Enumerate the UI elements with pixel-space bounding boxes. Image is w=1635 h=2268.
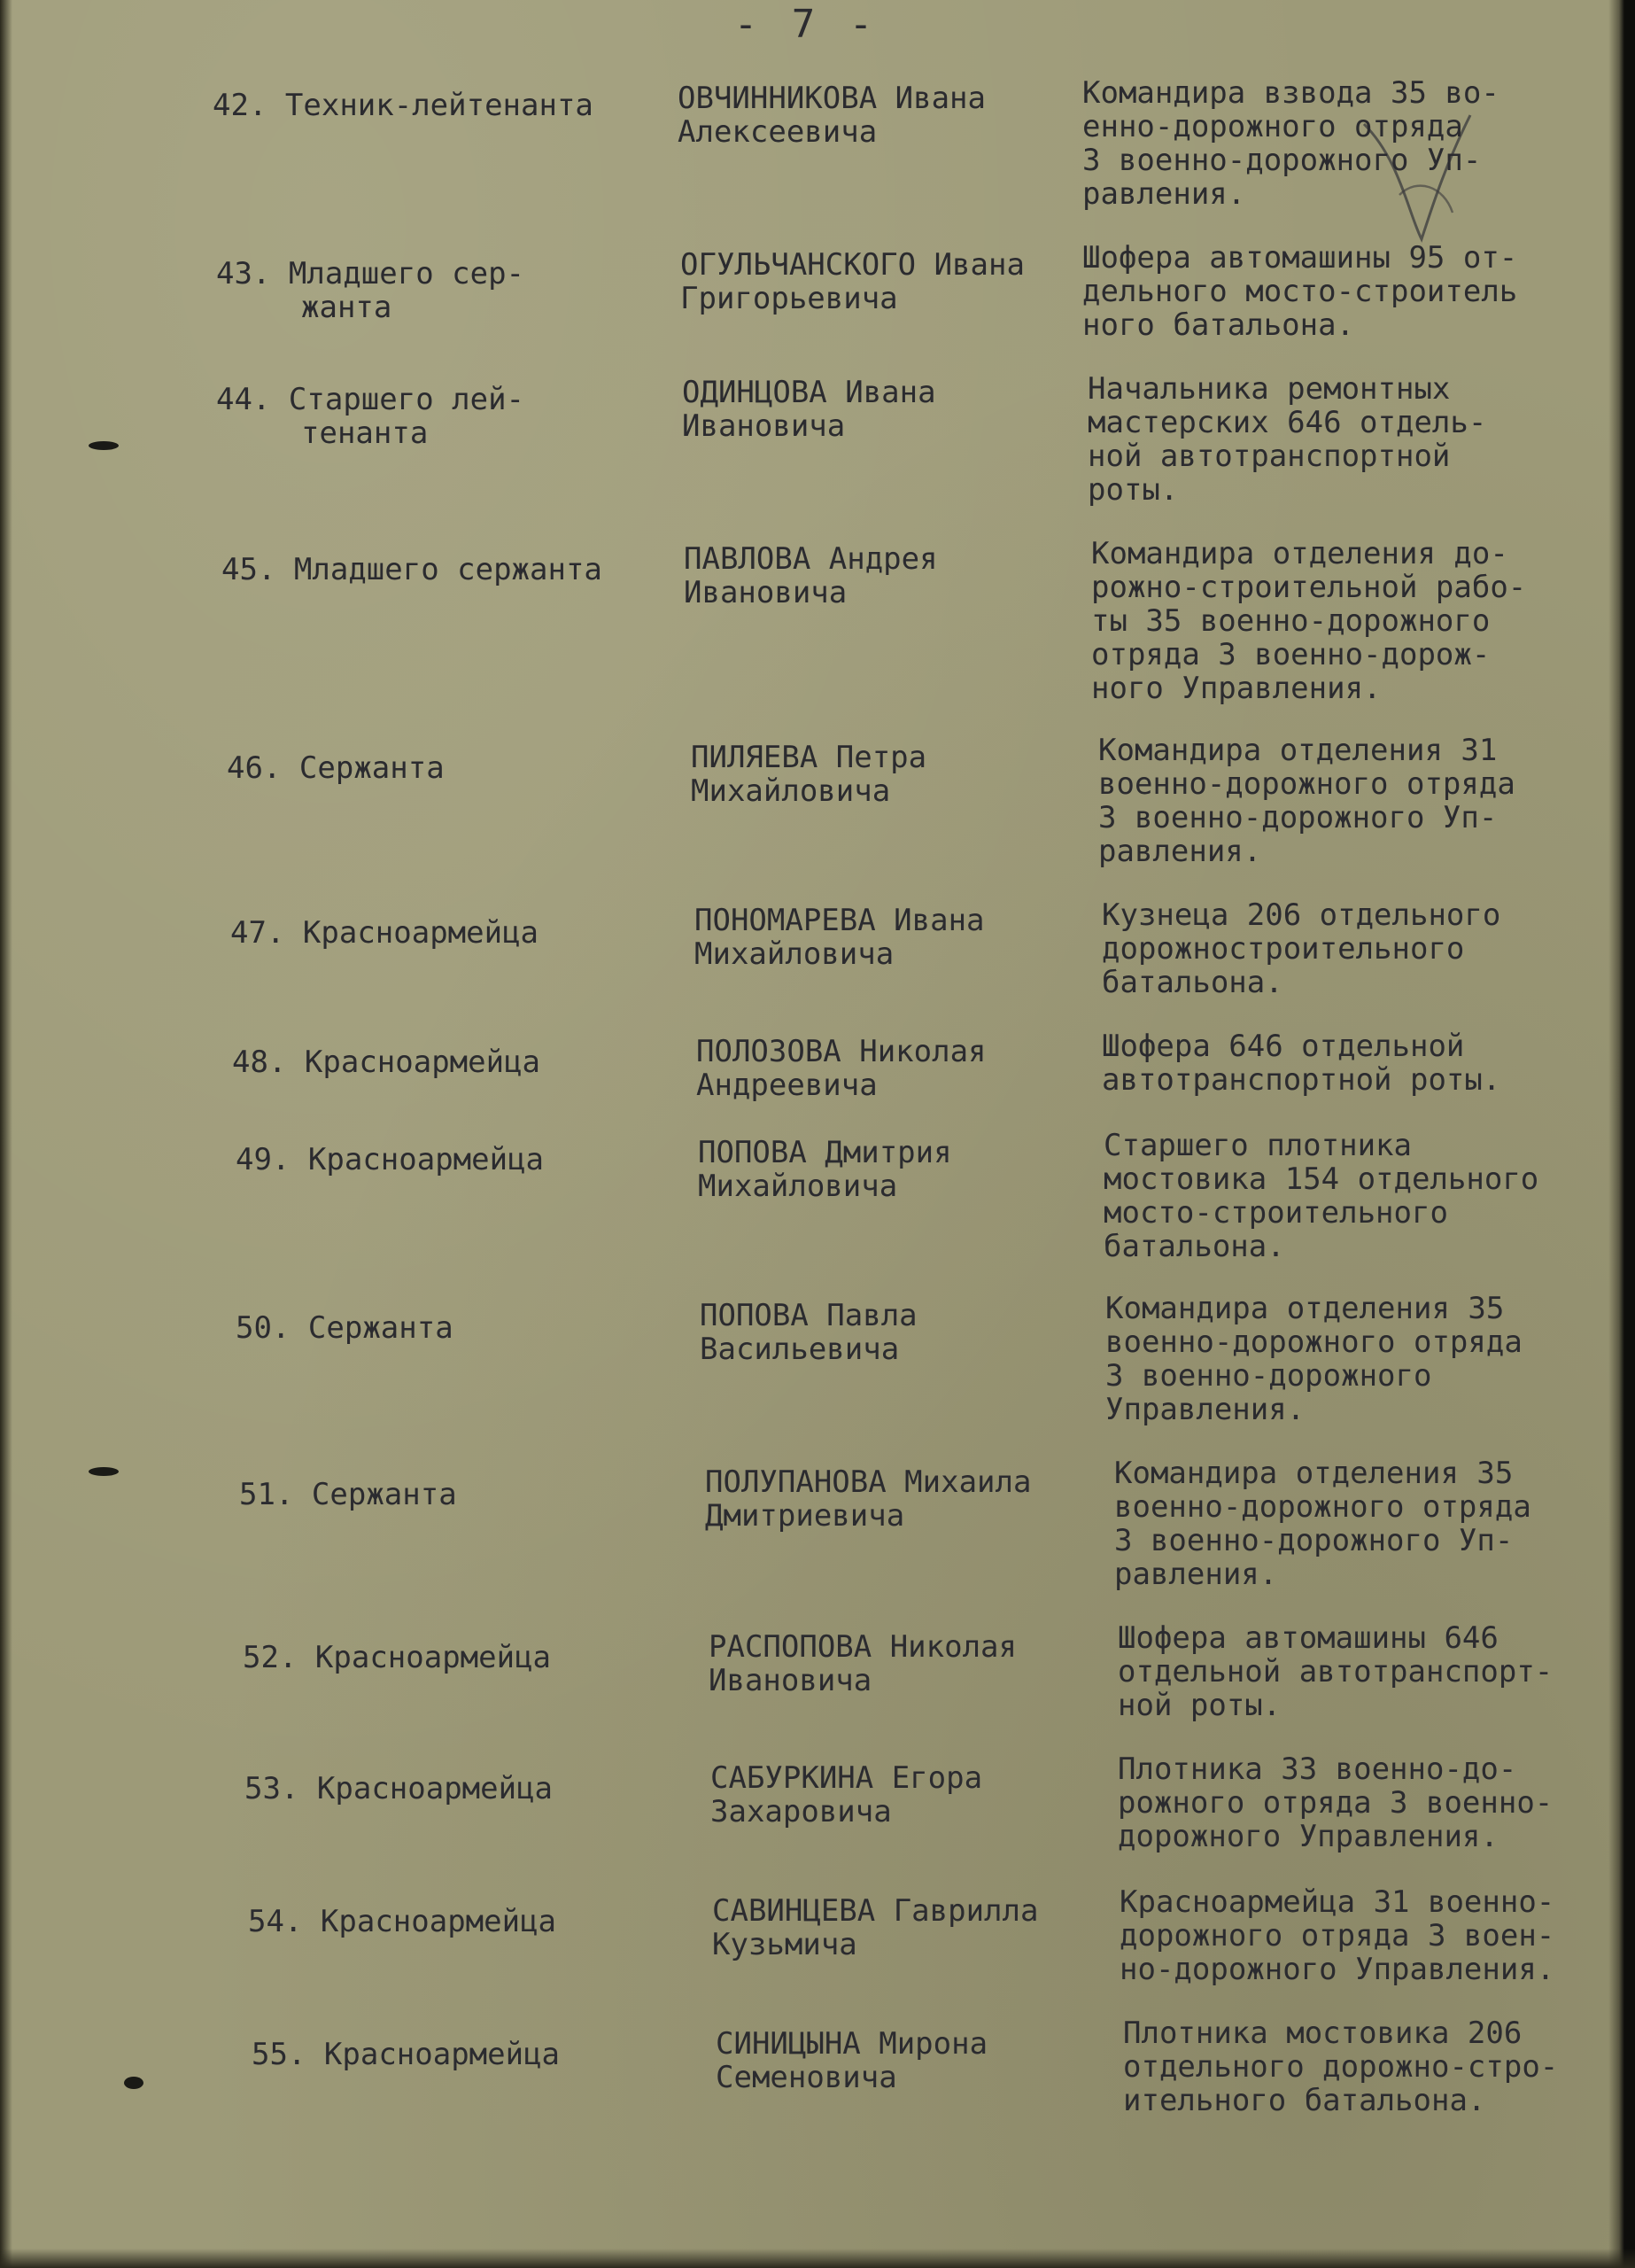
- entry-43-duty: Шофера автомашины 95 от- дельного мосто-строитель ного батальона.: [1082, 240, 1518, 343]
- entry-54-duty: Красноармейца 31 военно- дорожного отряда 3 воен- но-дорожного Управления.: [1120, 1884, 1555, 1987]
- punch-hole-mark: [89, 1467, 119, 1476]
- entry-42-rank: 42. Техник-лейтенанта: [213, 88, 593, 123]
- entry-51-duty: Командира отделения 35 военно-дорожного отряда 3 военно-дорожного Уп- равления.: [1114, 1456, 1531, 1592]
- entry-45-rank: 45. Младшего сержанта: [221, 552, 602, 587]
- entry-45-duty: Командира отделения до- рожно-строительной рабо- ты 35 военно-дорожного отряда 3 военно-дорож- ного Управления.: [1091, 536, 1527, 706]
- entry-44-rank: 44. Старшего лей- тенанта: [216, 382, 525, 451]
- entry-48-duty: Шофера 646 отдельной автотранспортной роты.: [1102, 1029, 1501, 1098]
- entry-47-name: ПОНОМАРЕВА Ивана Михайловича: [694, 903, 985, 972]
- entry-42-duty: Командира взвода 35 во- енно-дорожного отряда 3 военно-дорожного Уп- равления.: [1082, 75, 1499, 212]
- entry-51-rank: 51. Сержанта: [239, 1477, 457, 1512]
- entry-53-name: САБУРКИНА Егора Захаровича: [710, 1760, 983, 1829]
- entry-50-duty: Командира отделения 35 военно-дорожного отряда 3 военно-дорожного Управления.: [1105, 1291, 1523, 1427]
- entry-49-duty: Старшего плотника мостовика 154 отдельного мосто-строительного батальона.: [1104, 1128, 1539, 1264]
- page-edge-shadow-bottom: [0, 2249, 1635, 2268]
- entry-46-duty: Командира отделения 31 военно-дорожного отряда 3 военно-дорожного Уп- равления.: [1098, 733, 1515, 869]
- entry-54-name: САВИНЦЕВА Гаврилла Кузьмича: [712, 1893, 1039, 1962]
- entry-52-duty: Шофера автомашины 646 отдельной автотранспорт- ной роты.: [1118, 1620, 1554, 1723]
- page-edge-shadow-left: [0, 0, 12, 2268]
- entry-43-rank: 43. Младшего сер- жанта: [216, 256, 525, 325]
- entry-48-rank: 48. Красноармейца: [232, 1045, 541, 1080]
- entry-45-name: ПАВЛОВА Андрея Ивановича: [684, 541, 938, 610]
- entry-46-rank: 46. Сержанта: [227, 750, 445, 786]
- entry-52-rank: 52. Красноармейца: [243, 1640, 552, 1675]
- entry-55-name: СИНИЦЫНА Мирона Семеновича: [716, 2026, 988, 2095]
- entry-43-name: ОГУЛЬЧАНСКОГО Ивана Григорьевича: [680, 247, 1025, 316]
- entry-49-name: ПОПОВА Дмитрия Михайловича: [698, 1135, 952, 1204]
- entry-52-name: РАСПОПОВА Николая Ивановича: [709, 1629, 1017, 1698]
- entry-50-rank: 50. Сержанта: [236, 1310, 453, 1346]
- entry-49-rank: 49. Красноармейца: [236, 1142, 545, 1177]
- entry-53-rank: 53. Красноармейца: [244, 1771, 554, 1806]
- entry-48-name: ПОЛОЗОВА Николая Андреевича: [696, 1034, 987, 1103]
- entry-42-name: ОВЧИННИКОВА Ивана Алексеевича: [678, 81, 986, 150]
- entry-47-duty: Кузнеца 206 отдельного дорожностроительного батальона.: [1102, 897, 1501, 1000]
- entry-51-name: ПОЛУПАНОВА Михаила Дмитриевича: [705, 1464, 1032, 1534]
- page-edge-shadow-right: [1608, 0, 1635, 2268]
- entry-44-duty: Начальника ремонтных мастерских 646 отдель- ной автотранспортной роты.: [1088, 371, 1487, 508]
- entry-44-name: ОДИНЦОВА Ивана Ивановича: [682, 375, 936, 444]
- entry-55-duty: Плотника мостовика 206 отдельного дорожно-стро- ительного батальона.: [1123, 2016, 1559, 2118]
- entry-53-duty: Плотника 33 военно-до- рожного отряда 3 военно- дорожного Управления.: [1118, 1751, 1554, 1854]
- page-number: - 7 -: [733, 2, 879, 47]
- entry-54-rank: 54. Красноармейца: [248, 1904, 557, 1939]
- entry-55-rank: 55. Красноармейца: [252, 2037, 561, 2072]
- punch-hole-mark: [124, 2077, 143, 2089]
- entry-46-name: ПИЛЯЕВА Петра Михайловича: [691, 740, 927, 809]
- entry-47-rank: 47. Красноармейца: [230, 915, 539, 951]
- entry-50-name: ПОПОВА Павла Васильевича: [700, 1298, 918, 1367]
- punch-hole-mark: [89, 441, 119, 450]
